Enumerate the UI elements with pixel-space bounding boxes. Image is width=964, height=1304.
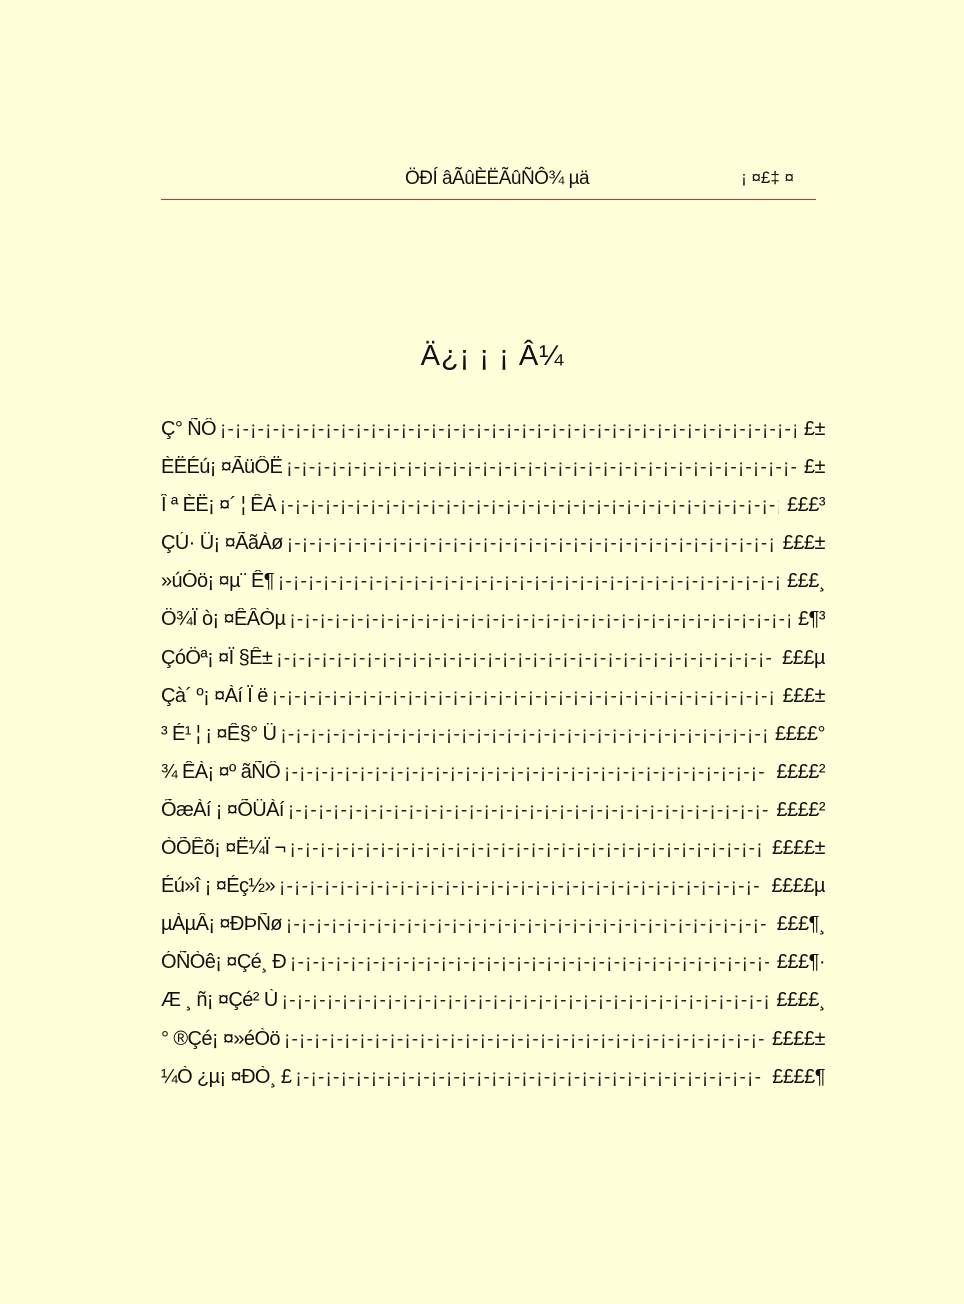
toc-entry[interactable] [161, 570, 825, 608]
toc-entry[interactable] [161, 723, 825, 761]
toc-entry-page: ££££² [776, 798, 825, 821]
toc-entry-page: £££¶· [776, 951, 825, 974]
dot-leader [287, 533, 775, 555]
toc-entry-page: ££££± [772, 1027, 825, 1050]
toc-entry-page: ££££± [772, 837, 825, 860]
toc-entry-title: ÓÑÒê¡ ¤Çé¸ Ð [161, 951, 287, 974]
toc-entry-page: £± [803, 456, 825, 479]
toc-heading: Ä¿¡ ¡ ¡ Â¼ [420, 340, 565, 372]
toc-entry-page: ££££² [776, 760, 825, 783]
toc-entry-title: ÇóÖª¡ ¤Ï §Ê± [161, 646, 273, 669]
dot-leader [220, 419, 796, 441]
dot-leader [272, 686, 775, 708]
toc-entry[interactable] [161, 951, 825, 989]
toc-entry-page: £¶³ [797, 608, 825, 631]
toc-entry[interactable] [161, 685, 825, 723]
toc-entry-page: £££± [782, 684, 825, 707]
dot-leader [286, 457, 796, 479]
toc-entry-title: µÀµÂ¡ ¤ÐÞÑø [161, 913, 282, 936]
toc-entry-page: £± [803, 418, 825, 440]
toc-entry[interactable] [161, 913, 825, 951]
dot-leader [290, 952, 769, 974]
dot-leader [288, 800, 769, 822]
dot-leader [282, 990, 769, 1012]
dot-leader [295, 1067, 764, 1089]
dot-leader [278, 571, 779, 593]
toc-entry-page: £££¸ [786, 570, 825, 593]
toc-entry[interactable] [161, 647, 825, 685]
toc-entry-page: £££µ [782, 646, 825, 669]
dot-leader [276, 648, 774, 670]
toc-entry-title: ÈËÉú¡ ¤ÃüÔË [161, 456, 283, 479]
dot-leader [280, 495, 779, 517]
toc-entry-title: Éú»î ¡ ¤Éç½» [161, 875, 275, 898]
toc-entry-page: £££³ [786, 494, 825, 517]
toc-entry-title: Æ ¸ ñ¡ ¤Çé² Ù [161, 989, 278, 1012]
toc-entry-title: ° ®Çé¡ ¤»éÒö [161, 1027, 280, 1050]
dot-leader [279, 876, 764, 898]
toc-entry-title: ÇÚ· Ü¡ ¤ÃãÀø [161, 532, 283, 555]
header-rule [161, 199, 816, 200]
toc-entry-title: ³ É¹ ¦ ¡ ¤Ê§° Ü [161, 722, 277, 745]
dot-leader [290, 838, 765, 860]
toc-entry[interactable] [161, 494, 825, 532]
dot-leader [280, 724, 767, 746]
toc-entry[interactable] [161, 837, 825, 875]
dot-leader [284, 1029, 764, 1051]
toc-entry-page: ££££¶ [772, 1065, 825, 1088]
dot-leader [289, 609, 790, 631]
toc-entry-page: ££££µ [771, 875, 825, 898]
header-page-number: ¡ ¤£‡ ¤ [741, 168, 794, 187]
dot-leader [286, 914, 769, 936]
toc-entry[interactable] [161, 1028, 825, 1066]
toc-entry-title: Ç° ÑÔ [161, 418, 216, 440]
toc-entry[interactable] [161, 1066, 825, 1104]
toc-entry-title: Ö¾Ï ò¡ ¤ÊÂÒµ [161, 608, 286, 631]
toc-entry[interactable] [161, 456, 825, 494]
toc-entry-page: £££± [782, 532, 825, 555]
toc-entry-page: ££££° [775, 722, 825, 745]
header-title: ÖÐÍ âÃûÈËÃûÑÔ¾ µä [405, 168, 590, 189]
toc-entry[interactable] [161, 761, 825, 799]
toc-entry-title: ÕæÀí ¡ ¤ÕÜÀí [161, 798, 284, 821]
toc-entry-page: ££££¸ [776, 989, 825, 1012]
toc-entry[interactable] [161, 532, 825, 570]
toc-entry[interactable] [161, 608, 825, 646]
dot-leader [284, 762, 768, 784]
toc-entry[interactable] [161, 875, 825, 913]
toc-entry-title: ¾ ÊÀ¡ ¤º ãÑÔ [161, 760, 281, 783]
toc-entry-title: Çà´ º¡ ¤Àí Ï ë [161, 684, 268, 707]
running-header [161, 168, 816, 198]
toc-entry-title: ¼Ò ¿µ¡ ¤ÐÒ¸ £ [161, 1065, 292, 1088]
table-of-contents [161, 418, 825, 1104]
toc-entry-title: »úÓö¡ ¤µ¨ Ê¶ [161, 570, 274, 593]
toc-entry-title: Î ª ÈË¡ ¤´ ¦ ÊÀ [161, 494, 276, 517]
toc-entry-page: £££¶¸ [776, 913, 825, 936]
toc-entry[interactable] [161, 989, 825, 1027]
toc-entry[interactable] [161, 418, 825, 456]
toc-entry[interactable] [161, 799, 825, 837]
toc-entry-title: ÒÕÊõ¡ ¤Ë¼Ï ¬ [161, 837, 286, 860]
